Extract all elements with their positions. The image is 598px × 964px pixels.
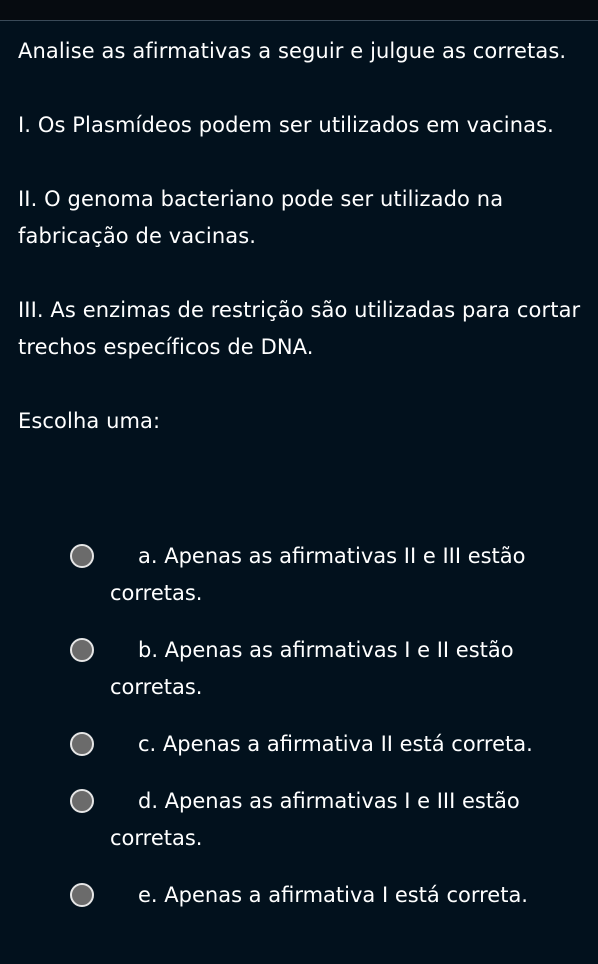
radio-button-b[interactable] [70, 638, 94, 662]
option-d-label: d. Apenas as afirmativas I e III estão corretas. [110, 789, 520, 850]
question-prompt: Analise as afirmativas a seguir e julgue as corretas. [18, 39, 567, 63]
option-c[interactable] [0, 726, 598, 763]
option-c-label: c. Apenas a afirmativa II está correta. [138, 732, 533, 756]
answer-options [0, 538, 598, 934]
radio-button-d[interactable] [70, 789, 94, 813]
top-bar [0, 0, 598, 21]
option-a[interactable] [0, 538, 598, 612]
question-text [18, 33, 583, 477]
option-b-label: b. Apenas as afirmativas I e II estão corretas. [110, 638, 514, 699]
radio-button-c[interactable] [70, 732, 94, 756]
option-a-label: a. Apenas as afirmativas II e III estão corretas. [110, 544, 526, 605]
statement-1: I. Os Plasmídeos podem ser utilizados em vacinas. [18, 113, 554, 137]
option-d[interactable] [0, 783, 598, 857]
radio-button-e[interactable] [70, 883, 94, 907]
option-b[interactable] [0, 632, 598, 706]
option-e-label: e. Apenas a afirmativa I está correta. [138, 883, 528, 907]
option-e[interactable] [0, 877, 598, 914]
radio-button-a[interactable] [70, 544, 94, 568]
statement-2: II. O genoma bacteriano pode ser utilizado na fabricação de vacinas. [18, 187, 504, 248]
choose-label: Escolha uma: [18, 409, 161, 433]
statement-3: III. As enzimas de restrição são utilizadas para cortar trechos específicos de DNA. [18, 298, 581, 359]
